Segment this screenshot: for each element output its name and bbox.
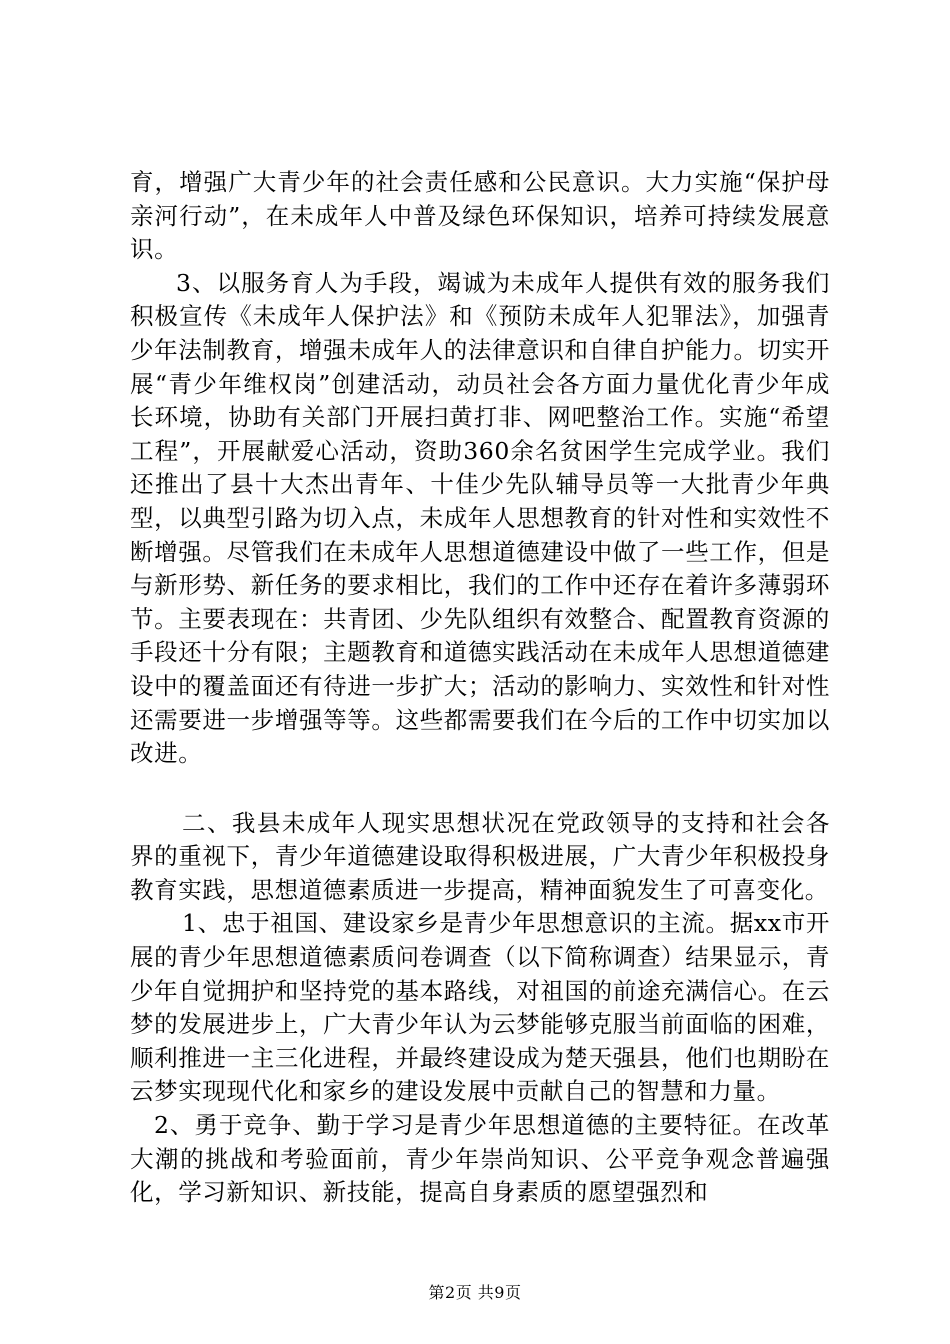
paragraph-competition-learning: 2、勇于竞争、勤于学习是青少年思想道德的主要特征。在改革大潮的挑战和考验面前，青少年崇尚知识、公平竞争观念普遍强化，学习新知识、新技能，提高自身素质的愿望强烈和 — [130, 1111, 830, 1207]
paragraph-continuation: 育，增强广大青少年的社会责任感和公民意识。大力实施“保护母亲河行动”，在未成年人中普及绿色环保知识，培养可持续发展意识。 — [130, 168, 830, 264]
paragraph-patriotism: 1、忠于祖国、建设家乡是青少年思想意识的主流。据xx市开展的青少年思想道德素质问卷调查（以下简称调查）结果显示，青少年自觉拥护和坚持党的基本路线，对祖国的前途充满信心。在云梦的发展进步上，广大青少年认为云梦能够克服当前面临的困难，顺利推进一主三化进程，并最终建设成为楚天强县，他们也期盼在云梦实现现代化和家乡的建设发展中贡献自己的智慧和力量。 — [130, 909, 830, 1106]
section-spacer — [130, 771, 830, 807]
paragraph-section-two-heading: 二、我县未成年人现实思想状况在党政领导的支持和社会各界的重视下，青少年道德建设取得积极进展，广大青少年积极投身教育实践，思想道德素质进一步提高，精神面貌发生了可喜变化。 — [130, 808, 830, 904]
page-number-indicator: 第2页 共9页 — [428, 1283, 522, 1302]
paragraph-service-education: 3、以服务育人为手段，竭诚为未成年人提供有效的服务我们积极宣传《未成年人保护法》和《预防未成年人犯罪法》，加强青少年法制教育，增强未成年人的法律意识和自律自护能力。切实开展“青少年维权岗”创建活动，动员社会各方面力量优化青少年成长环境，协助有关部门开展扫黄打非、网吧整治工作。实施“希望工程”，开展献爱心活动，资助360余名贫困学生完成学业。我们还推出了县十大杰出青年、十佳少先队辅导员等一大批青少年典型，以典型引路为切入点，未成年人思想教育的针对性和实效性不断增强。尽管我们在未成年人思想道德建设中做了一些工作，但是与新形势、新任务的要求相比，我们的工作中还存在着许多薄弱环节。主要表现在：共青团、少先队组织有效整合、配置教育资源的手段还十分有限；主题教育和道德实践活动在未成年人思想道德建设中的覆盖面还有待进一步扩大；活动的影响力、实效性和针对性还需要进一步增强等等。这些都需要我们在今后的工作中切实加以改进。 — [130, 268, 830, 768]
document-body — [130, 166, 830, 1210]
page-footer — [0, 1283, 950, 1303]
